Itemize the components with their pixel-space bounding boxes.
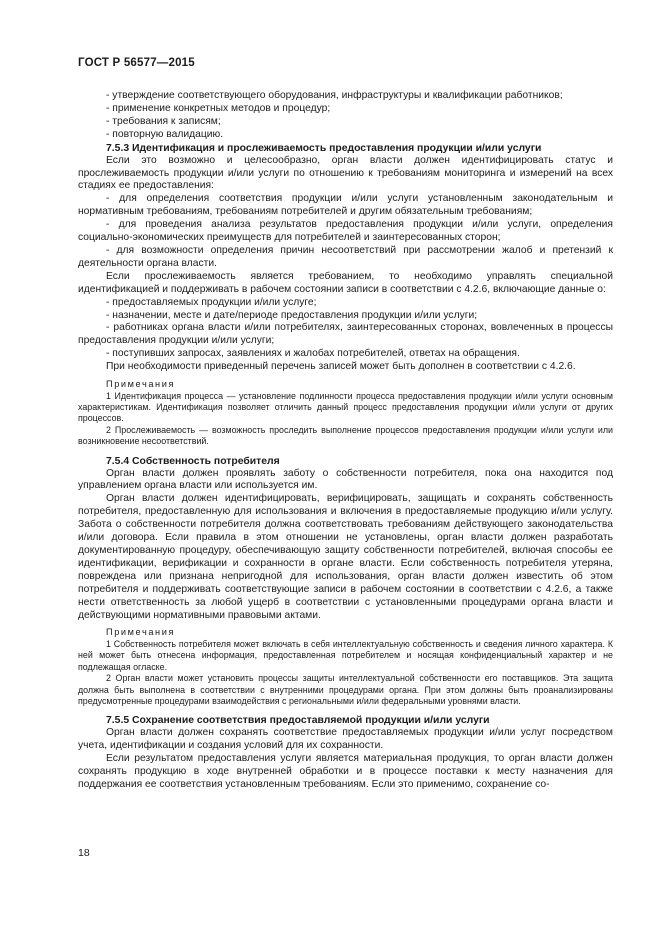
- list-item: - требования к записям;: [106, 115, 221, 127]
- paragraph: Если прослеживаемость является требованием, то необходимо управлять специальной идентификацией и поддерживать в рабочем состоянии записи в соответствии с 4.2.6, включающие данные о:: [78, 270, 613, 295]
- section-heading: 7.5.5 Сохранение соответствия предоставляемой продукции и/или услуги: [106, 715, 490, 727]
- paragraph: Орган власти должен проявлять заботу о собственности потребителя, пока она находится под управлением органа власти или используется им.: [78, 467, 613, 492]
- note-item: 1 Идентификация процесса — установление подлинности процесса предоставления продукции и/или услуги основным характеристикам. Идентификация позволяет отличить данный процесс предоставления продукции и/или услуги от других процессов.: [78, 390, 613, 424]
- list-item: - поступивших запросах, заявлениях и жалобах потребителей, ответах на обращения.: [106, 348, 520, 360]
- list-item: - повторную валидацию.: [106, 128, 224, 140]
- page-number: 18: [78, 847, 90, 859]
- paragraph: Орган власти должен идентифицировать, верифицировать, защищать и сохранять собственность потребителя, предоставленную для использования и включения в предоставляемые продукцию и/или услугу. Забота о собственности потребителя должна соответствовать требованиям действующего законодательства и/или договора. Если правила в этом отношении не установлены, орган власти должен разработать документированную процедуру, обеспечивающую защиту собственности потребителей, включая способы ее идентификации, верификации и сохранности в органе власти. Если собственность потребителя утеряна, повреждена или признана непригодной для использования, орган власти должен известить об этом потребителя и поддерживать соответствующие записи в рабочем состоянии в соответствии с 4.2.6, а также нести ответственность за любой ущерб в соответствии с установленными процедурами органа власти и действующими нормативными правовыми актами.: [78, 493, 613, 621]
- paragraph: - работниках органа власти и/или потребителях, заинтересованных сторонах, вовлеченных в процессы предоставления продукции и/или услуги;: [78, 322, 613, 347]
- note-item: 2 Прослеживаемость — возможность проследить выполнение процессов предоставления продукции и/или услуги или возникновение несоответствий.: [78, 424, 613, 447]
- paragraph: Орган власти должен сохранять соответствие предоставляемых продукции и/или услуг посредством учета, идентификации и создания условий для их сохранности.: [78, 727, 613, 752]
- paragraph: При необходимости приведенный перечень записей может быть дополнен в соответствии с 4.2.6.: [106, 361, 576, 373]
- list-item: - утверждение соответствующего оборудования, инфраструктуры и квалификации работников;: [106, 90, 563, 101]
- document-body: [78, 90, 613, 792]
- paragraph: - для проведения анализа результатов предоставления продукции и/или услуги, определения социально-экономических преимуществ для потребителей и заинтересованных сторон;: [78, 219, 613, 244]
- note-item: 2 Орган власти может установить процессы защиты интеллектуальной собственности его поставщиков. Эта защита должна быть выполнена в соответствии с внутренними процедурами органа. При этом должны быть проанализированы предусмотренные процедурами взаимодействия с региональными и/или федеральными уровнями власти.: [78, 673, 613, 706]
- section-heading: 7.5.4 Собственность потребителя: [106, 455, 280, 467]
- paragraph: - для определения соответствия продукции и/или услуги установленным законодательным и нормативным требованиям, требованиям потребителей и другим обязательным требованиям;: [78, 193, 613, 218]
- section-heading: 7.5.3 Идентификация и прослеживаемость предоставления продукции и/или услуги: [106, 142, 542, 154]
- paragraph: Если это возможно и целесообразно, орган власти должен идентифицировать статус и прослеживаемость продукции и/или услуги по отношению к требованиям мониторинга и измерений на всех стадиях ее предоставления:: [78, 154, 613, 192]
- note-item: 1 Собственность потребителя может включать в себя интеллектуальную собственность и сведения личного характера. К ней может быть отнесена информация, предоставленная потребителем и носящая конфиденциальный характер и не подлежащая огласке.: [78, 638, 613, 672]
- paragraph: Если результатом предоставления услуги является материальная продукция, то орган власти должен сохранять продукцию в ходе внутренней обработки и в процессе поставки к месту назначения для поддержания ее соответствия установленным требованиям. Если это применимо, сохранение со-: [78, 753, 613, 790]
- notes-title: Примечания: [106, 379, 176, 390]
- notes-title: Примечания: [106, 627, 176, 638]
- document-code-header: ГОСТ Р 56577—2015: [78, 57, 195, 69]
- paragraph: - для возможности определения причин несоответствий при рассмотрении жалоб и претензий к деятельности органа власти.: [78, 244, 613, 269]
- list-item: - назначении, месте и дате/периоде предоставления продукции и/или услуги;: [106, 309, 478, 321]
- list-item: - предоставляемых продукции и/или услуге;: [106, 296, 317, 308]
- list-item: - применение конкретных методов и процедур;: [106, 102, 331, 114]
